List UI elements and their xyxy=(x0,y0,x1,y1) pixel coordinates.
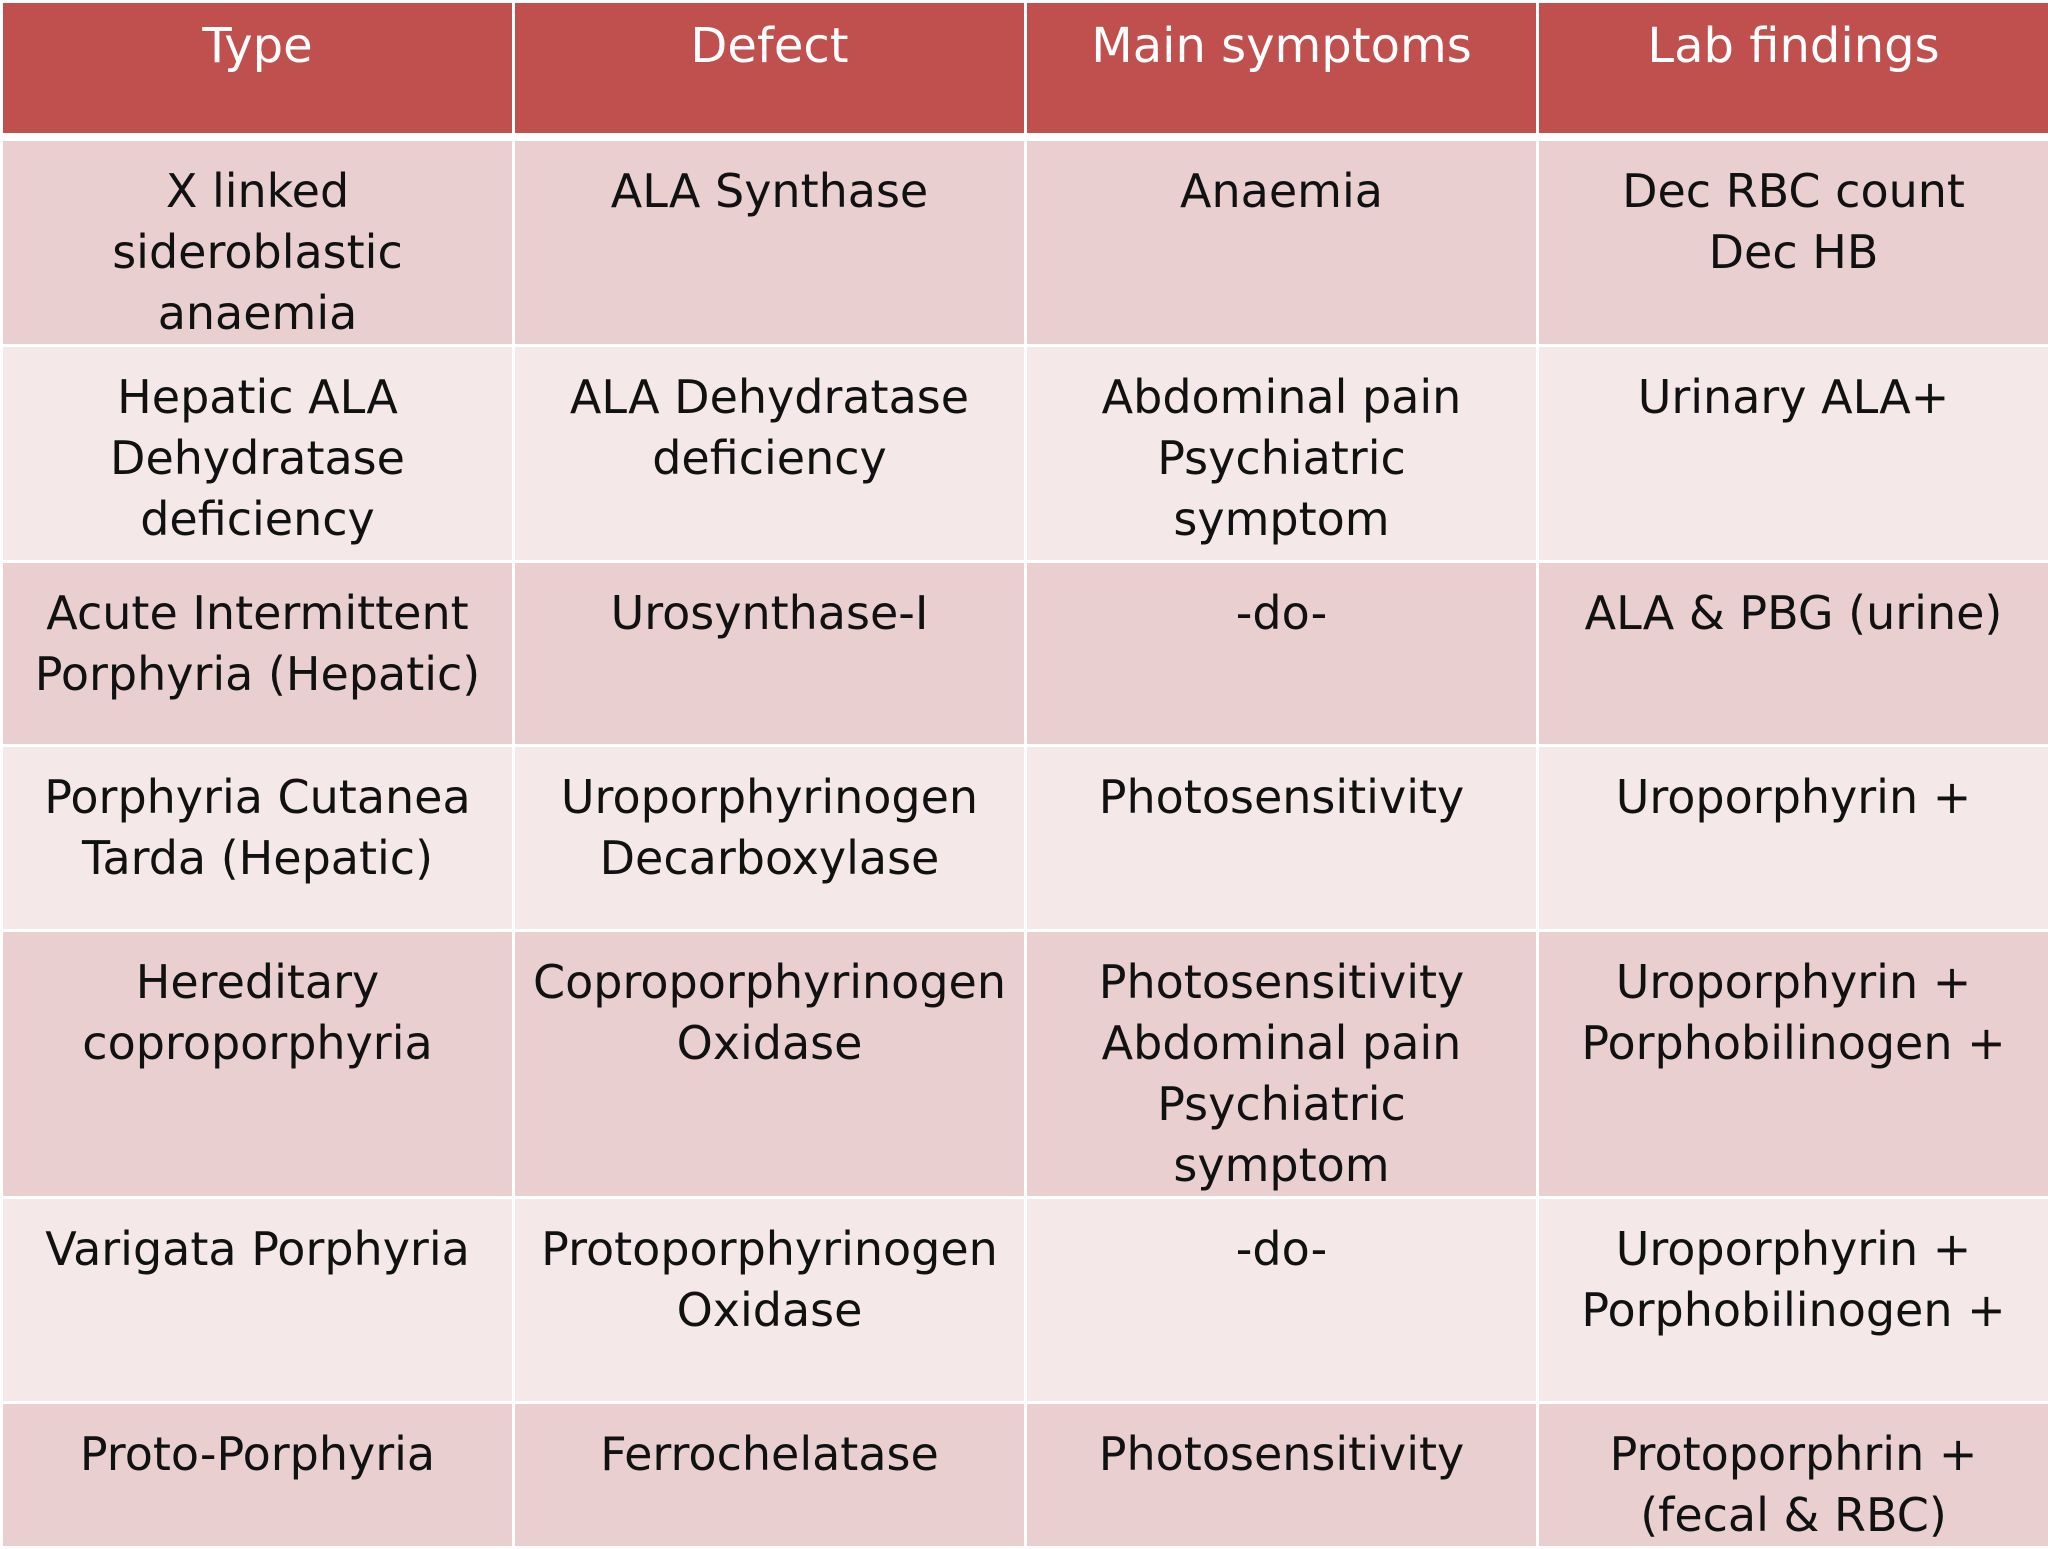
cell-type: Acute Intermittent Porphyria (Hepatic) xyxy=(2,562,514,746)
cell-main-symptoms: Photosensitivity Abdominal pain Psychiatric symptom xyxy=(1026,931,1538,1198)
cell-lab-findings: Uroporphyrin + xyxy=(1538,746,2048,931)
cell-defect: ALA Dehydratase deficiency xyxy=(514,346,1026,562)
cell-type: X linked sideroblastic anaemia xyxy=(2,137,514,346)
cell-defect: ALA Synthase xyxy=(514,137,1026,346)
cell-main-symptoms: Photosensitivity xyxy=(1026,1403,1538,1548)
cell-main-symptoms: -do- xyxy=(1026,562,1538,746)
cell-defect: Coproporphyrinogen Oxidase xyxy=(514,931,1026,1198)
cell-defect: Urosynthase-I xyxy=(514,562,1026,746)
cell-lab-findings: Urinary ALA+ xyxy=(1538,346,2048,562)
table-row xyxy=(2,1198,2048,1403)
cell-type: Porphyria Cutanea Tarda (Hepatic) xyxy=(2,746,514,931)
header-main-symptoms: Main symptoms xyxy=(1026,2,1538,138)
cell-lab-findings: Uroporphyrin + Porphobilinogen + xyxy=(1538,931,2048,1198)
cell-lab-findings: ALA & PBG (urine) xyxy=(1538,562,2048,746)
cell-type: Hereditary coproporphyria xyxy=(2,931,514,1198)
cell-lab-findings: Dec RBC count Dec HB xyxy=(1538,137,2048,346)
header-lab-findings: Lab findings xyxy=(1538,2,2048,138)
cell-type: Hepatic ALA Dehydratase deficiency xyxy=(2,346,514,562)
cell-lab-findings: Protoporphrin + (fecal & RBC) xyxy=(1538,1403,2048,1548)
cell-defect: Uroporphyrinogen Decarboxylase xyxy=(514,746,1026,931)
cell-defect: Ferrochelatase xyxy=(514,1403,1026,1548)
cell-type: Varigata Porphyria xyxy=(2,1198,514,1403)
table-row xyxy=(2,346,2048,562)
cell-main-symptoms: -do- xyxy=(1026,1198,1538,1403)
table-row xyxy=(2,746,2048,931)
header-type: Type xyxy=(2,2,514,138)
header-row xyxy=(2,2,2048,138)
cell-main-symptoms: Photosensitivity xyxy=(1026,746,1538,931)
cell-lab-findings: Uroporphyrin + Porphobilinogen + xyxy=(1538,1198,2048,1403)
cell-main-symptoms: Anaemia xyxy=(1026,137,1538,346)
table-row xyxy=(2,1403,2048,1548)
cell-defect: Protoporphyrinogen Oxidase xyxy=(514,1198,1026,1403)
header-defect: Defect xyxy=(514,2,1026,138)
cell-main-symptoms: Abdominal pain Psychiatric symptom xyxy=(1026,346,1538,562)
cell-type: Proto-Porphyria xyxy=(2,1403,514,1548)
table-row xyxy=(2,137,2048,346)
table-row xyxy=(2,562,2048,746)
table-row xyxy=(2,931,2048,1198)
